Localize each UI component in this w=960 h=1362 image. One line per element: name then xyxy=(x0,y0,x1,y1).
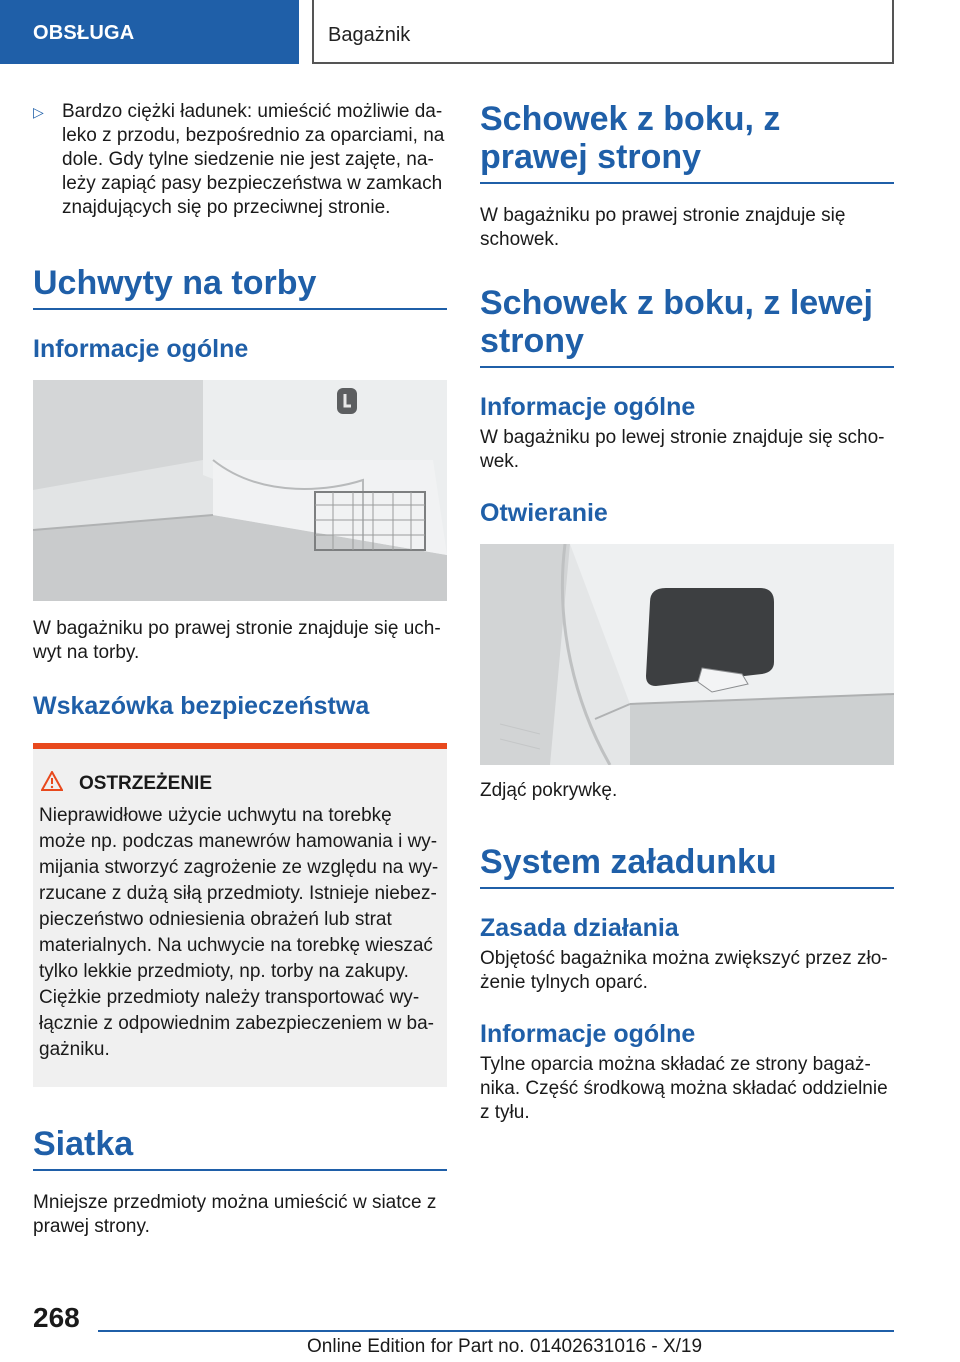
bullet-text: Bardzo ciężki ładunek: umieścić możliwie daleko z przodu, bezpośrednio za oparciami, na dole. Gdy tylne siedzenie nie jest zajęte, należy zapiąć pasy bezpieczeństwa w zamkach znajdujących się po przeciwnej stronie. xyxy=(62,101,445,218)
heading-general-info-right: Informacje ogólne xyxy=(480,393,696,421)
net-text: Mniejsze przedmioty można umieścić w siatce z prawej strony. xyxy=(33,1192,437,1237)
heading-left-compartment: Schowek z boku, z lewej strony xyxy=(480,284,894,368)
heading-opening: Otwieranie xyxy=(480,499,608,527)
section-tab xyxy=(0,0,299,64)
heading-net: Siatka xyxy=(33,1125,447,1171)
heading-loading-system: System załadunku xyxy=(480,843,894,889)
bag-hook-photo xyxy=(33,380,447,601)
chapter-title: Bagażnik xyxy=(328,24,411,46)
heading-safety-note: Wskazówka bezpieczeństwa xyxy=(33,692,370,720)
warning-title: OSTRZEŻENIE xyxy=(79,773,213,794)
footer-divider xyxy=(98,1330,894,1332)
right-column xyxy=(480,100,894,1125)
compartment-photo xyxy=(480,544,894,765)
heading-right-compartment: Schowek z boku, z prawej strony xyxy=(480,100,894,184)
warning-triangle-icon xyxy=(41,771,63,797)
heading-principle: Zasada działania xyxy=(480,914,679,942)
left-compartment-text: W bagażniku po lewej stronie znajduje się schowek. xyxy=(480,427,885,472)
opening-text: Zdjąć pokrywkę. xyxy=(480,780,618,801)
edition-text: Online Edition for Part no. 01402631016 - X/19 xyxy=(307,1336,703,1357)
right-compartment-text: W bagażniku po prawej stronie znajduje się schowek. xyxy=(480,205,846,250)
general-info-2-text: Tylne oparcia można składać ze strony bagażnika. Część środkową można składać oddzielnie z tyłu. xyxy=(480,1054,888,1123)
chapter-header xyxy=(312,0,894,64)
bullet-triangle-icon: ▷ xyxy=(33,104,44,120)
warning-text: Nieprawidłowe użycie uchwytu na torebkę może np. podczas manewrów hamowania i wymijania stworzyć zagrożenie ze względu na wyrzucane z dużą siłą przedmioty. Istnieje niebezpieczeństwo odniesienia obrażeń lub strat materialnych. Na uchwycie na torebkę wieszać tylko lekkie przedmioty, np. torby na zakupy. Ciężkie przedmioty należy transportować wyłącznie z odpowiednim zabezpieczeniem w bagażniku. xyxy=(39,805,439,1060)
heading-general-info: Informacje ogólne xyxy=(33,335,249,363)
warning-box xyxy=(33,743,447,1087)
section-title: OBSŁUGA xyxy=(33,22,135,44)
page-number: 268 xyxy=(33,1302,80,1333)
heading-bag-hooks: Uchwyty na torby xyxy=(33,264,447,310)
heading-general-info-2: Informacje ogólne xyxy=(480,1020,696,1048)
left-column xyxy=(33,100,447,1239)
bullet-item xyxy=(33,100,447,220)
principle-text: Objętość bagażnika można zwiększyć przez złożenie tylnych oparć. xyxy=(480,948,888,993)
bag-hooks-text: W bagażniku po prawej stronie znajduje się uchwyt na torby. xyxy=(33,618,441,663)
